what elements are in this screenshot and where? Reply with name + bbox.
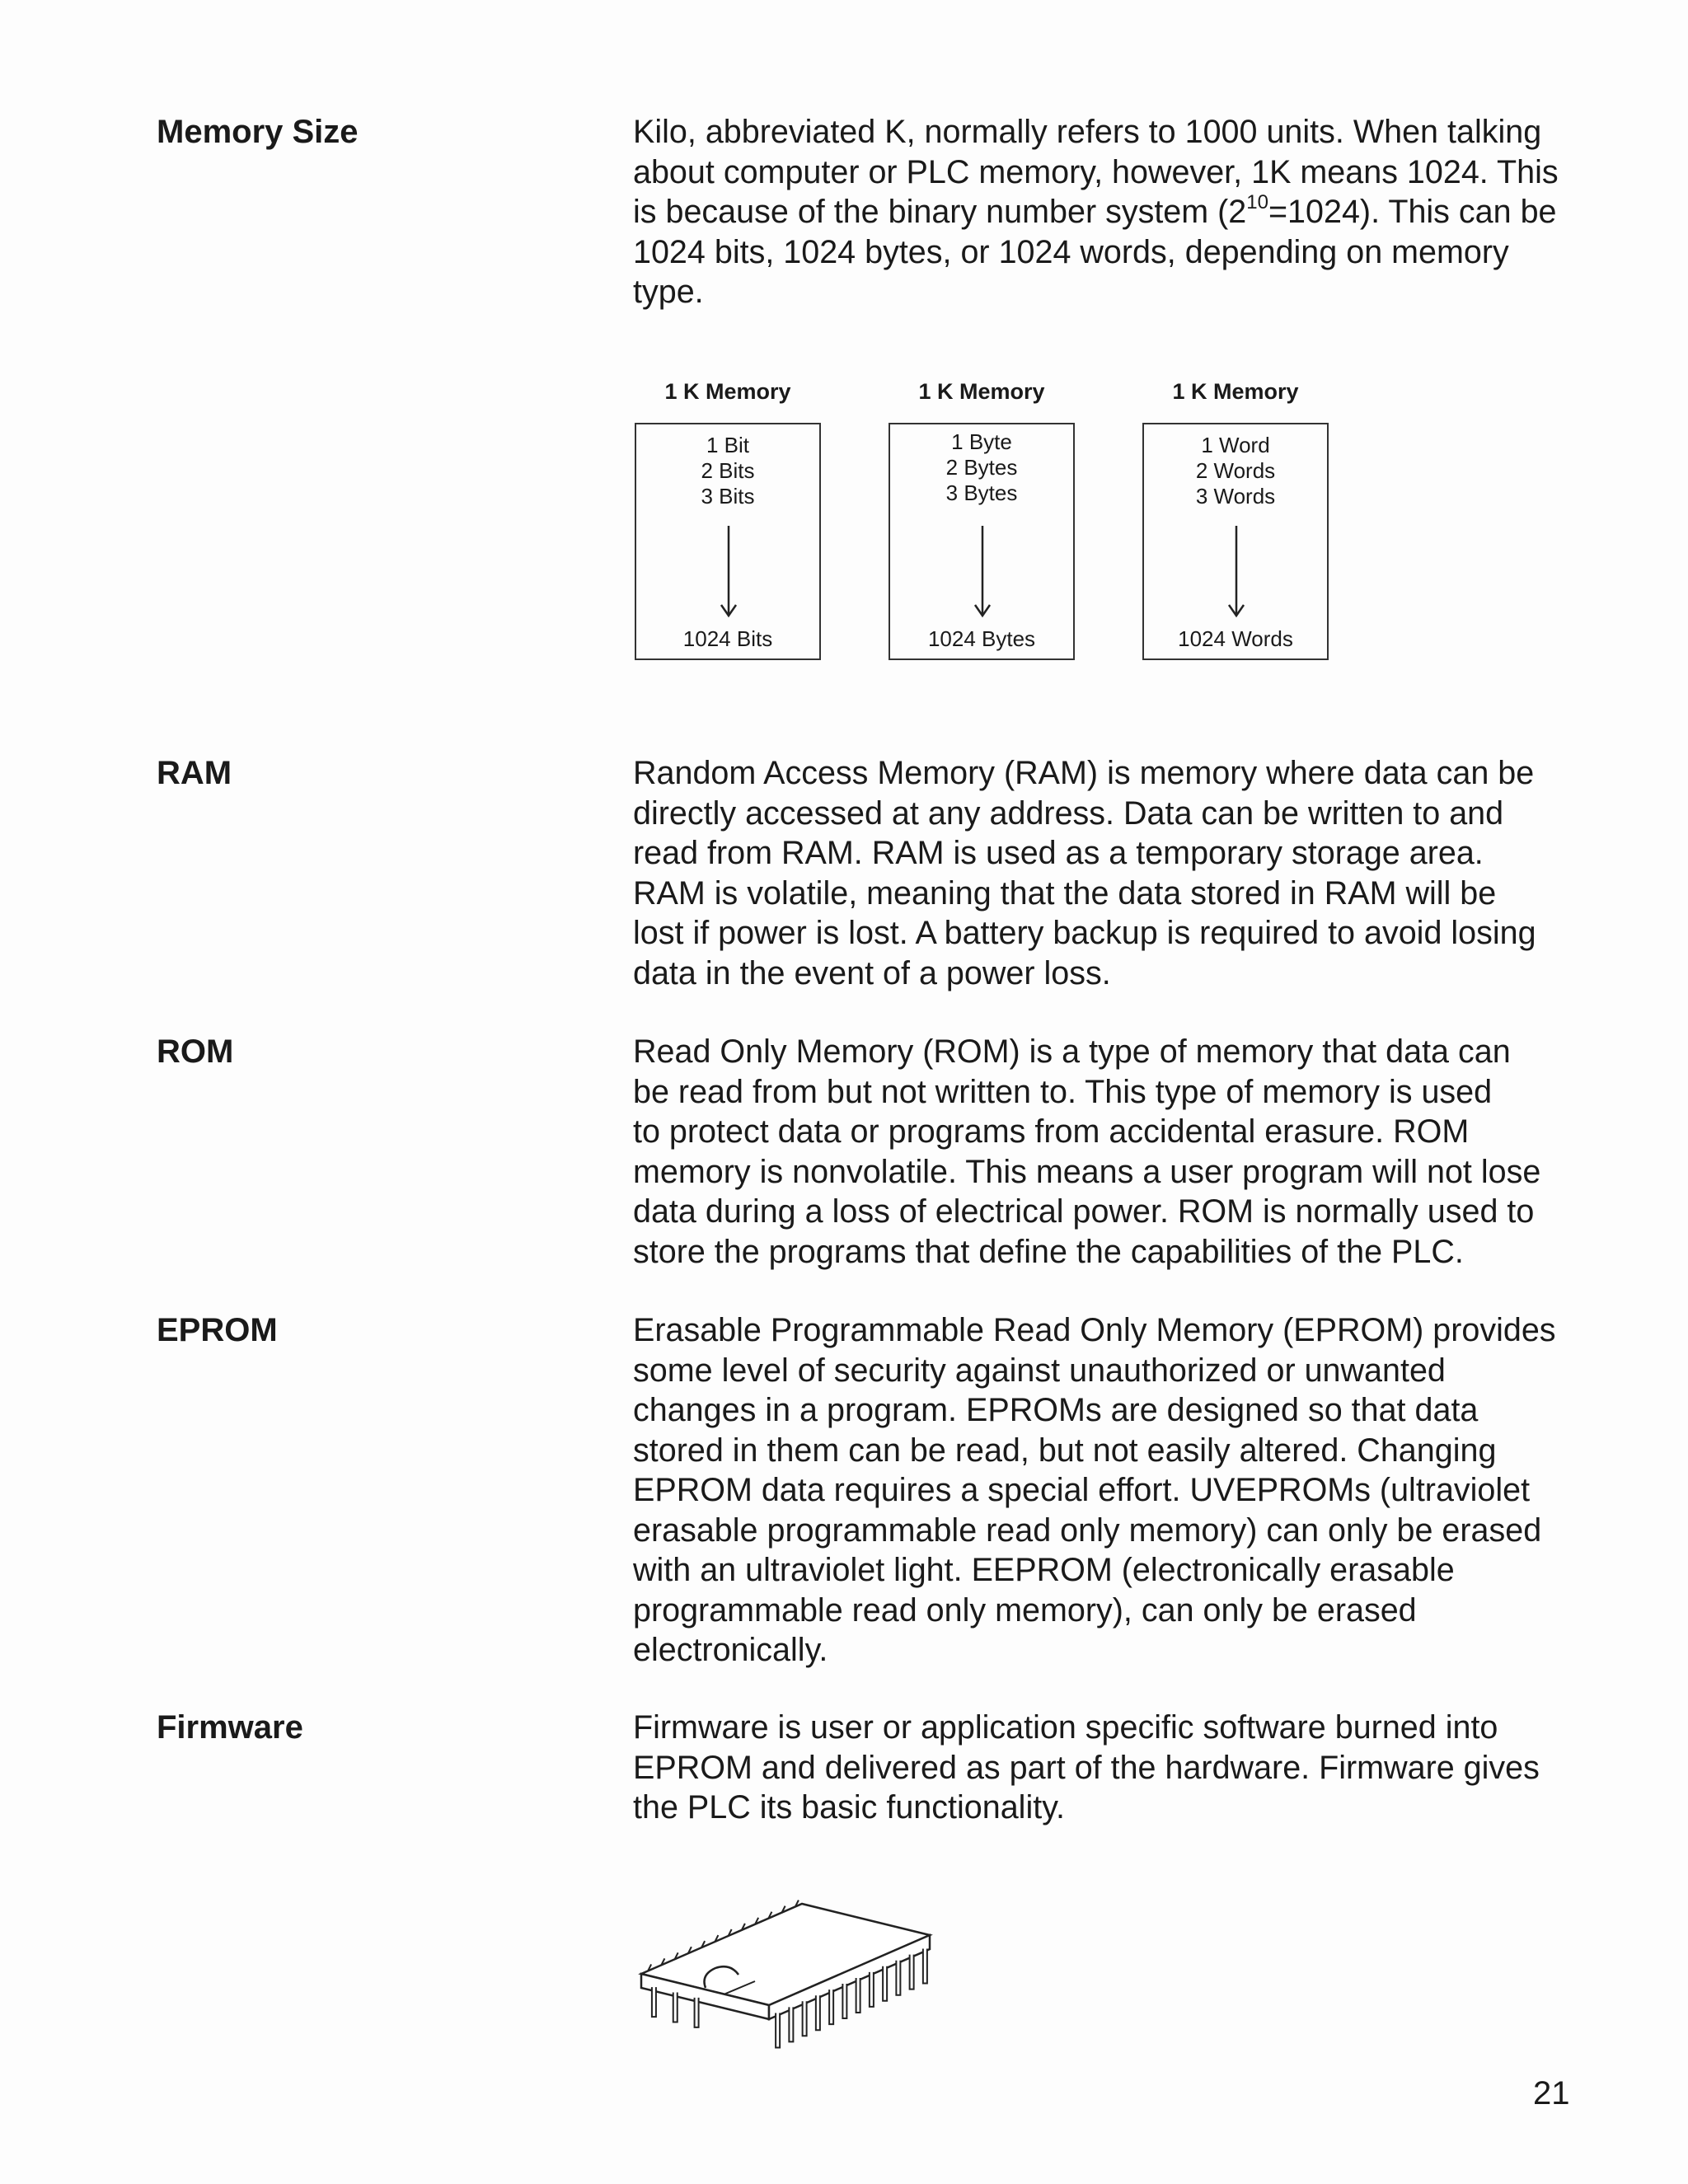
memory-title: 1 K Memory [918, 379, 1045, 404]
memory-item: 2 Bytes [945, 455, 1018, 480]
chip-pin [652, 1987, 656, 2017]
memory-diagram-bits [635, 379, 821, 660]
chip-pin [673, 1993, 678, 2022]
chip-pin [910, 1955, 914, 1990]
text-line: the PLC its basic functionality. [633, 1789, 1065, 1825]
text-segment: is because of the binary number system (2 [633, 194, 1247, 230]
chip-pin [870, 1972, 874, 2007]
memory-total: 1024 Words [1178, 626, 1293, 651]
memory-item: 3 Bits [701, 484, 755, 509]
memory-item: 3 Words [1195, 484, 1276, 509]
text-line: Firmware is user or application specific software burned into [633, 1709, 1498, 1746]
text-line: electronically. [633, 1632, 828, 1668]
text-line: Read Only Memory (ROM) is a type of memory that data can [633, 1033, 1511, 1070]
text-line: Erasable Programmable Read Only Memory (EPROM) provides [633, 1312, 1556, 1348]
text-line: be read from but not written to. This type of memory is used [633, 1073, 1493, 1110]
memory-item: 1 Word [1201, 433, 1270, 457]
memory-item: 2 Bits [701, 458, 755, 483]
term-eprom: EPROM [157, 1312, 278, 1348]
term-firmware: Firmware [157, 1709, 303, 1746]
text-line [633, 192, 1573, 232]
down-arrow-icon [973, 526, 992, 618]
text-line: to protect data or programs from accidental erasure. ROM [633, 1113, 1470, 1150]
text-line: stored in them can be read, but not easily altered. Changing [633, 1432, 1497, 1469]
memory-item: 1 Bit [706, 433, 750, 457]
chip-pin [776, 2013, 780, 2047]
text-line: programmable read only memory), can only be erased [633, 1591, 1417, 1629]
chip-pin [695, 1998, 699, 2027]
text-line: data during a loss of electrical power. ROM is normally used to [633, 1193, 1535, 1230]
text-line: lost if power is lost. A battery backup is required to avoid losing [633, 915, 1536, 951]
memory-item: 2 Words [1195, 458, 1276, 483]
text-line: changes in a program. EPROMs are designed so that data [633, 1392, 1479, 1428]
text-line: erasable programmable read only memory) can only be erased [633, 1511, 1542, 1549]
text-line: Random Access Memory (RAM) is memory where data can be [633, 755, 1535, 791]
text-line: memory is nonvolatile. This means a user program will not lose [633, 1153, 1541, 1190]
text-line: RAM is volatile, meaning that the data stored in RAM will be [633, 874, 1497, 912]
memory-box [1142, 423, 1329, 660]
text-line: some level of security against unauthorized or unwanted [633, 1352, 1446, 1389]
memory-item: 1 Byte [951, 429, 1012, 454]
term-rom: ROM [157, 1033, 234, 1070]
text-line: type. [633, 274, 704, 310]
chip-pin [883, 1966, 887, 2001]
text-line: data in the event of a power loss. [633, 954, 1111, 991]
text-line: EPROM and delivered as part of the hardware. Firmware gives [633, 1749, 1540, 1786]
chip-pin [816, 1995, 820, 2030]
chip-pin [829, 1990, 833, 2024]
chip-pin [896, 1961, 900, 1995]
chip-pin [803, 2001, 807, 2036]
text-line: 1024 bits, 1024 bytes, or 1024 words, depending on memory [633, 233, 1509, 270]
memory-total: 1024 Bytes [927, 626, 1036, 651]
rom-paragraph [633, 1032, 1573, 1272]
memory-total: 1024 Bits [682, 626, 773, 651]
memory-diagram-words [1142, 379, 1329, 660]
memory-box [635, 423, 821, 660]
memory-title: 1 K Memory [1172, 379, 1299, 404]
text-line: read from RAM. RAM is used as a temporary storage area. [633, 835, 1484, 871]
chip-pin [923, 1949, 927, 1984]
chip-pin [842, 1984, 846, 2018]
chip-pin [856, 1978, 860, 2013]
term-ram: RAM [157, 755, 232, 791]
text-segment: =1024). This can be [1268, 194, 1557, 230]
text-line: store the programs that define the capabilities of the PLC. [633, 1233, 1464, 1270]
term-memory-size: Memory Size [157, 114, 359, 150]
memory-diagram-bytes [889, 379, 1075, 660]
text-line: with an ultraviolet light. EEPROM (electronically erasable [633, 1552, 1455, 1588]
page-number: 21 [1533, 2075, 1570, 2111]
memory-item: 3 Bytes [945, 480, 1018, 505]
memory-size-paragraph [633, 112, 1573, 312]
exponent: 10 [1246, 191, 1268, 213]
text-line: about computer or PLC memory, however, 1K means 1024. This [633, 153, 1559, 190]
text-line: directly accessed at any address. Data can be written to and [633, 794, 1504, 832]
ram-paragraph [633, 753, 1573, 993]
firmware-paragraph [633, 1708, 1573, 1828]
text-line: EPROM data requires a special effort. UVEPROMs (ultraviolet [633, 1472, 1531, 1508]
down-arrow-icon [719, 526, 738, 618]
down-arrow-icon [1226, 526, 1246, 618]
text-line: Kilo, abbreviated K, normally refers to 1000 units. When talking [633, 114, 1542, 150]
memory-box [889, 423, 1075, 660]
chip-pin [789, 2007, 793, 2041]
eprom-paragraph [633, 1310, 1573, 1671]
memory-title: 1 K Memory [664, 379, 791, 404]
eprom-chip-illustration [633, 1896, 946, 2077]
